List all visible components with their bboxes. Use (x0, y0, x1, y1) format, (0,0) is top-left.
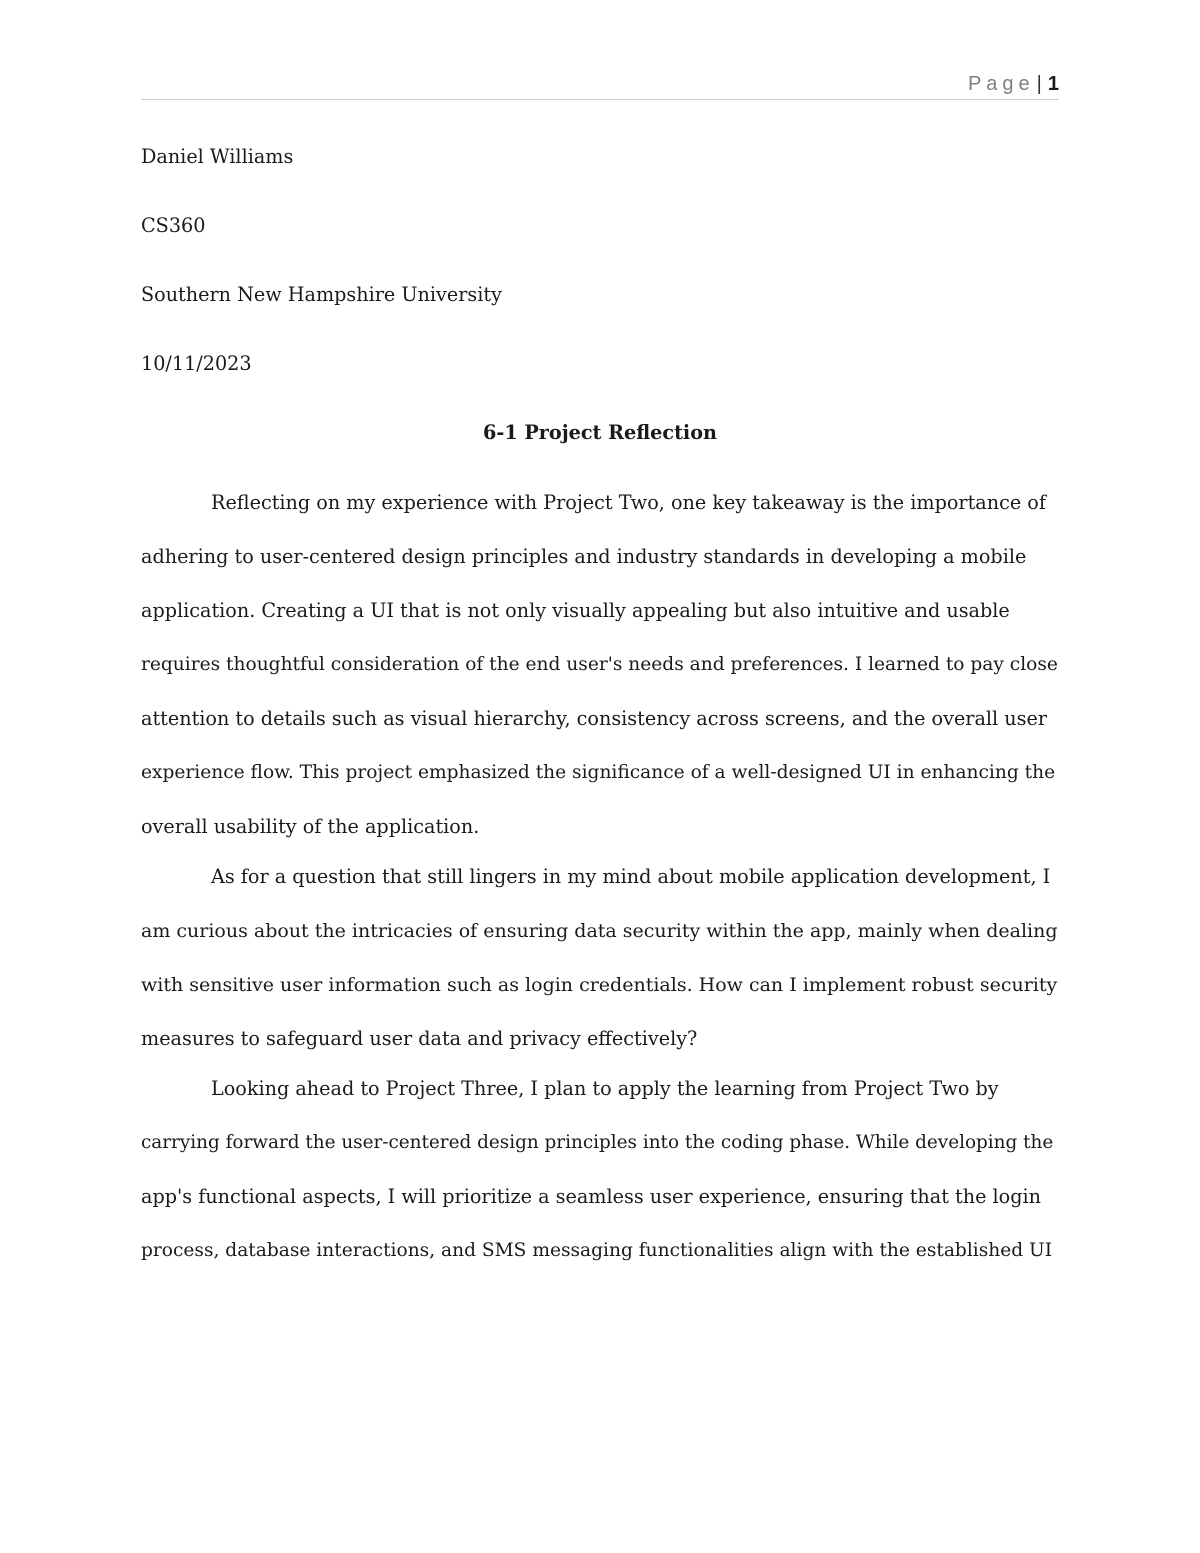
document-title: 6-1 Project Reflection (483, 421, 717, 444)
paragraph-line: adhering to user-centered design principles and industry standards in developing a mobile (141, 545, 1027, 568)
paragraph-line: Looking ahead to Project Three, I plan to apply the learning from Project Two by (211, 1077, 999, 1100)
course-code: CS360 (141, 214, 206, 237)
paragraph-line: app's functional aspects, I will prioritize a seamless user experience, ensuring that the login (141, 1185, 1042, 1208)
page-number: 1 (1047, 73, 1059, 95)
paragraph-line: overall usability of the application. (141, 815, 480, 838)
paragraph-line: measures to safeguard user data and privacy effectively? (141, 1027, 698, 1050)
paragraph-line: application. Creating a UI that is not only visually appealing but also intuitive and usable (141, 599, 1010, 622)
paragraph-line: with sensitive user information such as login credentials. How can I implement robust security (141, 974, 1058, 996)
paragraph-line: carrying forward the user-centered design principles into the coding phase. While developing the (141, 1132, 1054, 1153)
paragraph-1 (141, 486, 1059, 844)
paragraph-line: Reflecting on my experience with Project Two, one key takeaway is the importance of (211, 491, 1046, 514)
paragraph-line: process, database interactions, and SMS messaging functionalities align with the established UI (141, 1240, 1053, 1261)
page-separator: | (1036, 73, 1042, 95)
paragraph-line: experience flow. This project emphasized the significance of a well-designed UI in enhancing the (141, 762, 1056, 783)
paragraph-3 (141, 1072, 1059, 1268)
paragraph-line: attention to details such as visual hierarchy, consistency across screens, and the overall user (141, 707, 1048, 730)
paragraph-2 (141, 860, 1059, 1056)
page-label: Page (967, 73, 1035, 95)
document-date: 10/11/2023 (141, 352, 252, 375)
paragraph-line: am curious about the intricacies of ensuring data security within the app, mainly when dealing (141, 920, 1058, 942)
document-body (141, 140, 1059, 1284)
paragraph-line: requires thoughtful consideration of the end user's needs and preferences. I learned to pay close (141, 654, 1058, 675)
page-header (141, 72, 1059, 100)
paragraph-line: As for a question that still lingers in my mind about mobile application development, I (211, 865, 1051, 888)
institution-name: Southern New Hampshire University (141, 283, 502, 306)
author-name: Daniel Williams (141, 145, 294, 168)
